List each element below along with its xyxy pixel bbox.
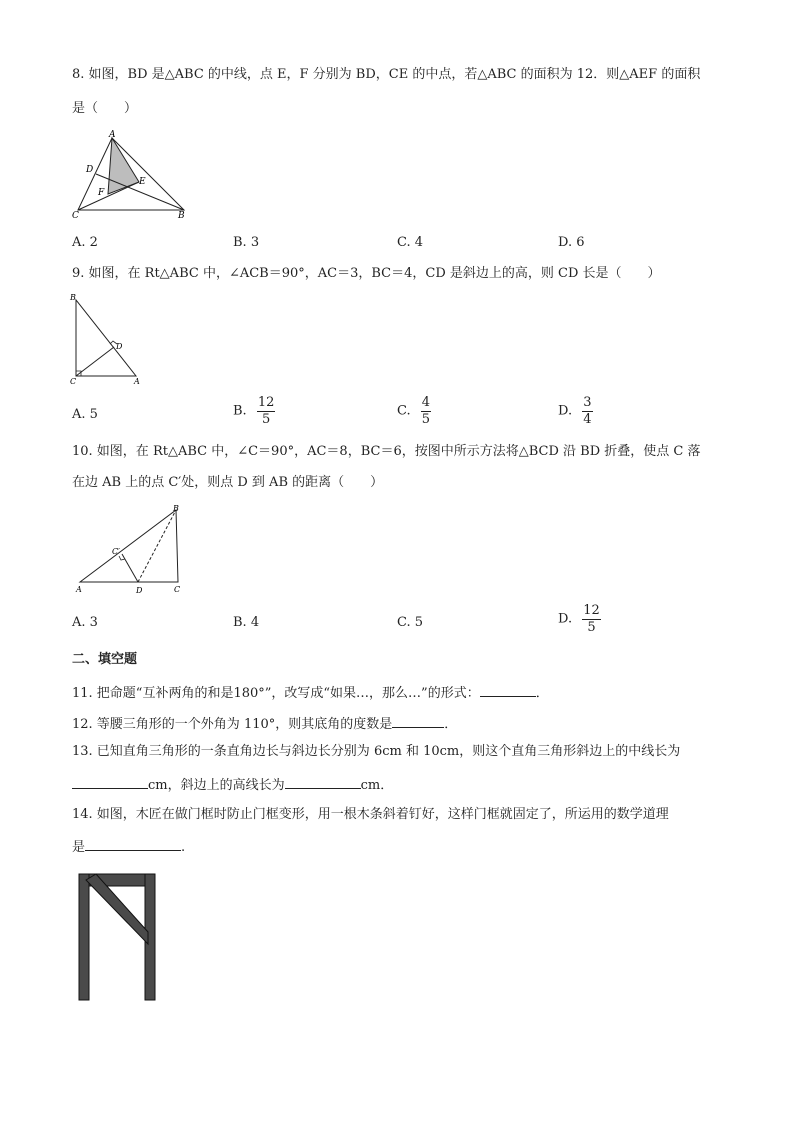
q8-label-a: A xyxy=(109,130,116,140)
q10-option-d-prefix: D. xyxy=(558,611,573,627)
q13-median-blank[interactable] xyxy=(72,774,148,789)
q9-option-b-fraction xyxy=(257,395,276,428)
q10-option-b: B. 4 xyxy=(233,615,260,630)
q10-label-c-prime: C′ xyxy=(112,547,120,556)
q10-figure xyxy=(72,502,190,598)
q8-option-b: B. 3 xyxy=(233,235,260,250)
q9-label-d: D xyxy=(116,342,123,351)
q10-option-d xyxy=(558,603,601,636)
q10-option-d-fraction xyxy=(582,603,601,636)
q9-stem: 9. 如图，在 Rt△ABC 中，∠ACB＝90°，AC＝3，BC＝4，CD 是斜边上的高，则 CD 长是（ ） xyxy=(72,266,661,281)
q9-option-c-prefix: C. xyxy=(397,403,411,419)
q14-stem-line1: 14. 如图，木匠在做门框时防止门框变形，用一根木条斜着钉好，这样门框就固定了，所运用的数学道理 xyxy=(72,807,669,822)
q8-option-d: D. 6 xyxy=(558,235,585,250)
q12-answer-blank[interactable] xyxy=(392,713,444,728)
q10-stem-line1: 10. 如图，在 Rt△ABC 中，∠C＝90°，AC＝8，BC＝6，按图中所示方法将△BCD 沿 BD 折叠，使点 C 落 xyxy=(72,444,701,459)
q13-stem-line1: 13. 已知直角三角形的一条直角边长与斜边长分别为 6cm 和 10cm，则这个直角三角形斜边上的中线长为 xyxy=(72,744,681,759)
q9-label-b: B xyxy=(70,293,76,302)
q9-label-c: C xyxy=(70,377,77,386)
q13-unit2: cm． xyxy=(360,778,394,793)
q9-option-c-fraction xyxy=(421,395,431,428)
q8-label-e: E xyxy=(139,177,146,187)
q9-option-b-denominator: 5 xyxy=(261,412,271,427)
q9-option-d-denominator: 4 xyxy=(583,412,592,427)
q8-label-f: F xyxy=(98,188,105,198)
q10-stem-line2: 在边 AB 上的点 C′处，则点 D 到 AB 的距离（ ） xyxy=(72,475,384,490)
q8-option-a: A. 2 xyxy=(72,235,98,250)
q10-option-d-denominator: 5 xyxy=(587,620,596,635)
q10-option-a: A. 3 xyxy=(72,615,98,630)
q13-line2 xyxy=(72,774,393,795)
q11 xyxy=(72,682,549,703)
q9-option-c-denominator: 5 xyxy=(421,412,431,427)
q9-label-a: A xyxy=(134,377,140,386)
q14-door-frame-figure xyxy=(76,870,160,1002)
q8-stem-line1: 8. 如图，BD 是△ABC 的中线，点 E，F 分别为 BD，CE 的中点，若△ABC 的面积为 12．则△AEF 的面积 xyxy=(72,67,701,82)
q11-text: 11. 把命题“互补两角的和是180°”，改写成“如果…，那么…”的形式： xyxy=(72,686,480,701)
q9-option-c-numerator: 4 xyxy=(421,395,431,410)
q8-option-c: C. 4 xyxy=(397,235,424,250)
q11-answer-blank[interactable] xyxy=(480,682,536,697)
q9-option-d-prefix: D. xyxy=(558,403,573,419)
q14-answer-blank[interactable] xyxy=(85,836,181,851)
q8-stem-line2: 是（ ） xyxy=(72,101,138,116)
section-fill-in-heading: 二、填空题 xyxy=(72,652,138,667)
q14-line2 xyxy=(72,836,185,857)
q10-label-b: B xyxy=(173,504,179,513)
q11-tail: ． xyxy=(535,686,549,701)
q9-option-c xyxy=(397,395,431,428)
q10-option-d-numerator: 12 xyxy=(583,603,600,618)
q13-height-blank[interactable] xyxy=(285,774,361,789)
q12 xyxy=(72,713,457,734)
q10-label-c: C xyxy=(174,585,181,594)
q8-figure xyxy=(66,126,196,220)
q9-figure xyxy=(66,292,146,386)
q8-label-c: C xyxy=(72,211,79,220)
q9-option-b-prefix: B. xyxy=(233,403,247,419)
q14-text: 是 xyxy=(72,840,86,855)
q10-label-d: D xyxy=(136,586,143,595)
q8-label-d: D xyxy=(86,165,94,175)
q9-option-b-numerator: 12 xyxy=(257,395,275,410)
q9-option-d-numerator: 3 xyxy=(583,395,592,410)
q9-option-b xyxy=(233,395,275,428)
q9-option-d-fraction xyxy=(582,395,592,428)
q12-tail: ． xyxy=(444,717,458,732)
q13-unit1: cm，斜边上的高线长为 xyxy=(148,778,285,793)
q10-label-a: A xyxy=(76,585,82,594)
q12-text: 12. 等腰三角形的一个外角为 110°，则其底角的度数是 xyxy=(72,717,393,732)
q8-label-b: B xyxy=(178,211,185,220)
q10-option-c: C. 5 xyxy=(397,615,424,630)
q14-tail: . xyxy=(181,840,186,855)
q9-option-d xyxy=(558,395,593,428)
q9-option-a: A. 5 xyxy=(72,407,98,422)
